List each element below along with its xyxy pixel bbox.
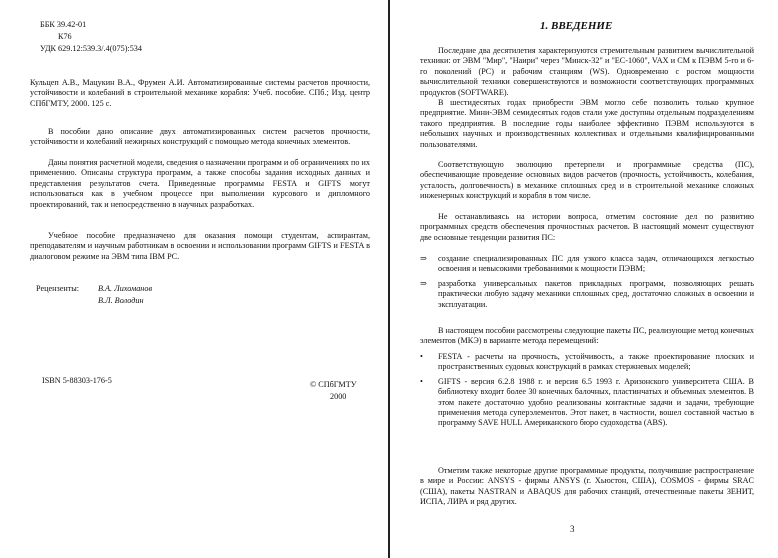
abstract-paragraph-3: Учебное пособие предназначено для оказания помощи студентам, аспирантам, преподавателям и научным работникам в освоении и использовании программ GIFTS и FESTA в диалоговом режиме на ЭВМ типа IBM PC. [30, 231, 370, 261]
final-paragraph: Отметим также некоторые другие программные продукты, получившие распространение в мире и России: ANSYS - фирмы ANSYS (г. Хьюстон, США), COSMOS - фирмы SRAC (США), пакеты NASTRAN и ABAQUS для рабочих станций, отечественные пакеты ЗЕНИТ, ИСПА, ЛИРА и ряд других. [420, 466, 754, 507]
book-fold [388, 0, 390, 558]
package-festa-text: FESTA - расчеты на прочность, устойчивость, а также проектирование плоских и пространственных судовых конструкций в рамках стержневых моделей; [438, 352, 754, 372]
page-number: 3 [570, 524, 575, 534]
methods-paragraph: В настоящем пособии рассмотрены следующие пакеты ПС, реализующие метод конечных элементов (МКЭ) в варианте метода перемещений: [420, 326, 754, 346]
intro-paragraph-4: Не останавливаясь на истории вопроса, отметим состояние дел по развитию программных средств обеспечения прочностных расчетов. В настоящий момент существуют две основные тенденции развития ПС: [420, 212, 754, 242]
list-item [420, 279, 754, 310]
reviewers-label: Рецензенты: [36, 284, 80, 293]
reviewer-1: В.А. Лихоманов [98, 284, 153, 293]
arrow-icon: ⇒ [420, 254, 427, 263]
intro-paragraph-2: В шестидесятых годах приобрести ЭВМ могло себе позволить только крупное предприятие. Мини-ЭВМ семидесятых годов стали уже доступны отдельным подразделениям такого предприятия. В последние годы наиболее эффективно ПЭВМ используются в небольших научных и производственных коллективах и отдельными квалифицированными пользователями. [420, 98, 754, 149]
isbn: ISBN 5-88303-176-5 [42, 376, 112, 385]
trend-text-1: создание специализированных ПС для узкого класса задач, отличающихся легкостью освоения и невысокими требованиями к мощности ПЭВМ; [438, 254, 754, 274]
bibliographic-citation: Кульцеп А.В., Мацукин В.А., Фрумен А.И. Автоматизированные системы расчетов прочности, устойчивости и колебаний в строительной механике корабля: Учеб. пособие. СПб.; Изд. центр СПбГМТУ, 2000. 125 с. [30, 78, 370, 108]
copyright-year: 2000 [330, 392, 347, 401]
bullet-icon: • [420, 352, 423, 361]
reviewer-2: В.Л. Володин [98, 296, 144, 305]
arrow-icon: ⇒ [420, 278, 427, 288]
intro-paragraph-1: Последние два десятилетия характеризуются стремительным развитием вычислительной техники: от ЭВМ "Мир", "Наири" через "Минск-32" и "ЕС-1060", VAX и CM к ПЭВМ 5-го и 6-го поколений (PC) и рабочим станциям (WS). Одновременно с ростом мощности вычислительной техники совершенствуются и возможности соответствующих программных продуктов (SOFTWARE). [420, 46, 754, 97]
list-item [420, 352, 754, 373]
trend-text-2: разработка универсальных пакетов прикладных программ, позволяющих решать практически любую задачу механики сплошных сред, достаточно сложных в освоении и эксплуатации. [438, 278, 754, 309]
trends-list [420, 254, 754, 314]
udk-code: УДК 629.12:539.3/.4(075):534 [40, 44, 142, 53]
packages-list [420, 352, 754, 433]
intro-paragraph-3: Соответствующую эволюцию претерпели и программные средства (ПС), обеспечивающие проведение основных видов расчетов (прочность, устойчивость, колебания, усталость, долговечность) в механике сплошных сред и в строительной механике сложных инженерных конструкций и корабля в том числе. [420, 160, 754, 201]
package-gifts-text: GIFTS - версия 6.2.8 1988 г. и версия 6.5 1993 г. Аризонского университета США. В библиотеку входит более 30 конечных балочных, пластинчатых и объемных элементов. В этом пакете достаточно удобно реализованы контактные задачи и задачи, требующие применения метода суперэлементов. Этот пакет, в частности, вошел составной частью в программу SAVE HULL Американского бюро судоходства (ABS). [438, 376, 754, 428]
bullet-icon: • [420, 376, 423, 386]
list-item [420, 254, 754, 275]
bbk-code: ББК 39.42-01 [40, 20, 87, 29]
copyright: © СПбГМТУ [310, 380, 357, 389]
abstract-paragraph-2: Даны понятия расчетной модели, сведения о назначении программ и об ограничениях по их применению. Описаны структура программ, а также способы задания исходных данных и представления результатов счета. Приведенные программы FESTA и GIFTS могут использоваться как в учебном процессе при выполнении курсового и дипломного проектирований, так и непосредственно в научных разработках. [30, 158, 370, 209]
list-item [420, 377, 754, 429]
author-code: К76 [58, 32, 72, 41]
chapter-heading: 1. ВВЕДЕНИЕ [540, 20, 613, 32]
abstract-paragraph-1: В пособии дано описание двух автоматизированных систем расчетов прочности, устойчивости и колебаний нежирных конструкций с помощью метода конечных элементов. [30, 127, 370, 147]
